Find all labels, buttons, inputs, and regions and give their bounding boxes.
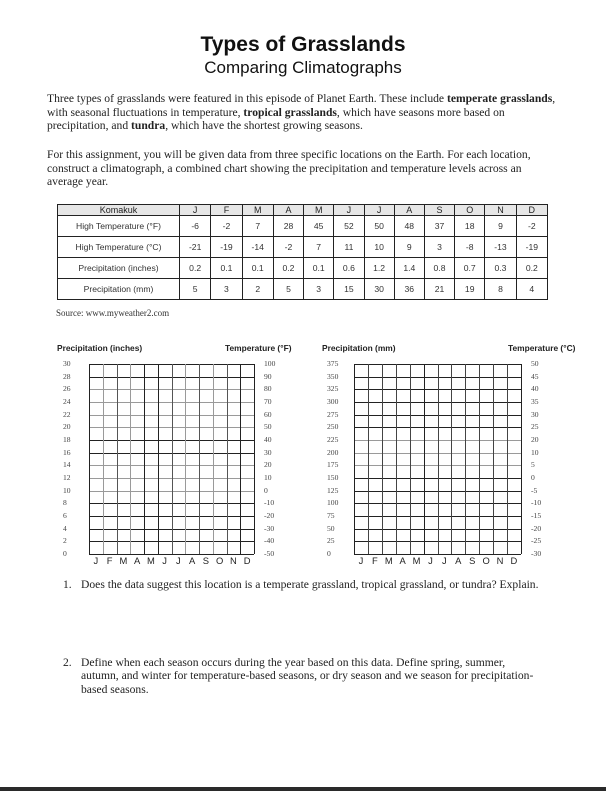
right-axis-tick: -5 xyxy=(531,485,538,495)
left-axis-tick: 0 xyxy=(63,549,67,558)
left-axis-tick: 28 xyxy=(63,371,71,381)
month-label: S xyxy=(202,555,209,566)
left-axis-tick: 20 xyxy=(63,422,71,432)
row-label: High Temperature (°F) xyxy=(58,216,180,237)
chart1-right-axis-label: Temperature (°F) xyxy=(225,343,292,353)
right-axis-tick: 20 xyxy=(531,435,539,444)
right-axis-tick: 100 xyxy=(264,359,276,368)
left-axis-tick: 25 xyxy=(327,536,335,546)
table-cell: -19 xyxy=(211,237,242,258)
right-axis-tick: -20 xyxy=(531,523,542,533)
chart1-left-axis-label: Precipitation (inches) xyxy=(57,343,143,353)
grid-line-vertical xyxy=(354,364,355,554)
right-axis-tick: 35 xyxy=(531,397,539,406)
right-axis-tick: 40 xyxy=(531,384,539,394)
grid-line-vertical xyxy=(213,364,214,554)
month-label: M xyxy=(146,555,155,566)
left-axis-tick: 250 xyxy=(327,422,339,432)
left-axis-tick: 14 xyxy=(63,460,71,470)
chart-grid[interactable] xyxy=(354,364,521,554)
month-label: M xyxy=(384,555,393,566)
table-row xyxy=(58,258,548,279)
month-label: D xyxy=(243,555,251,566)
table-cell: -13 xyxy=(485,237,516,258)
right-axis-tick: -15 xyxy=(531,511,542,520)
grid-line-vertical xyxy=(479,364,480,554)
left-axis-tick: 225 xyxy=(327,435,339,444)
intro-text: , which have the shortest growing seasons. xyxy=(165,119,363,132)
climate-data-table xyxy=(57,204,548,300)
grid-line-vertical xyxy=(507,364,508,554)
left-axis-tick: 8 xyxy=(63,498,67,508)
row-label: Precipitation (mm) xyxy=(58,279,180,300)
right-axis-tick: 30 xyxy=(531,409,539,419)
table-cell: -2 xyxy=(516,216,547,237)
table-cell: 3 xyxy=(304,279,334,300)
grid-line-vertical xyxy=(185,364,186,554)
chart-grid[interactable] xyxy=(89,364,254,554)
right-axis-tick: 80 xyxy=(264,384,272,394)
left-axis-tick: 350 xyxy=(327,371,339,381)
table-cell: 1.2 xyxy=(364,258,394,279)
row-label: High Temperature (°C) xyxy=(58,237,180,258)
question-2 xyxy=(63,656,543,697)
left-axis-tick: 12 xyxy=(63,473,71,482)
right-axis-tick: 70 xyxy=(264,397,272,406)
left-axis-tick: 375 xyxy=(327,359,339,368)
month-header: A xyxy=(394,205,424,216)
page-title: Types of Grasslands xyxy=(200,33,406,56)
table-cell: 48 xyxy=(394,216,424,237)
month-label: N xyxy=(496,555,504,566)
grid-line-vertical xyxy=(199,364,200,554)
table-cell: 5 xyxy=(180,279,211,300)
right-axis-tick: 10 xyxy=(531,447,539,457)
question-1 xyxy=(63,578,543,592)
left-axis-tick: 150 xyxy=(327,473,339,482)
right-axis-tick: -25 xyxy=(531,536,542,546)
page-subtitle: Comparing Climatographs xyxy=(204,58,402,77)
month-label: J xyxy=(162,555,167,566)
right-axis-tick: 50 xyxy=(531,359,539,368)
location-header: Komakuk xyxy=(58,205,180,216)
table-cell: 9 xyxy=(394,237,424,258)
month-label: O xyxy=(482,555,490,566)
table-cell: 18 xyxy=(455,216,485,237)
table-cell: 11 xyxy=(334,237,364,258)
month-label: A xyxy=(133,555,141,566)
left-axis-tick: 100 xyxy=(327,498,339,508)
table-cell: 2 xyxy=(242,279,273,300)
bottom-border xyxy=(0,787,606,791)
table-cell: 0.1 xyxy=(242,258,273,279)
grid-line-vertical xyxy=(465,364,466,554)
right-axis-tick: 45 xyxy=(531,371,539,381)
x-axis-month-labels xyxy=(354,555,521,566)
left-axis-tick: 6 xyxy=(63,511,67,520)
table-cell: -2 xyxy=(211,216,242,237)
month-label: A xyxy=(188,555,196,566)
right-axis-tick: 20 xyxy=(264,460,272,470)
table-cell: 7 xyxy=(242,216,273,237)
table-cell: 15 xyxy=(334,279,364,300)
left-axis-tick: 18 xyxy=(63,435,71,444)
grid-line-vertical xyxy=(521,364,522,554)
intro-text: , which have seasons more based on precipitation, and xyxy=(47,105,505,132)
table-cell: 3 xyxy=(424,237,454,258)
table-cell: 0.3 xyxy=(485,258,516,279)
right-axis-tick: 0 xyxy=(531,473,535,482)
left-axis-tick: 50 xyxy=(327,523,335,533)
table-cell: 0.6 xyxy=(334,258,364,279)
month-header: S xyxy=(424,205,454,216)
intro-paragraph-1 xyxy=(47,92,557,133)
grid-line-vertical xyxy=(158,364,159,554)
grid-line-vertical xyxy=(117,364,118,554)
month-header: O xyxy=(455,205,485,216)
left-axis-tick: 175 xyxy=(327,460,339,470)
table-cell: 0.8 xyxy=(424,258,454,279)
month-label: D xyxy=(510,555,518,566)
x-axis-month-labels xyxy=(89,555,254,566)
table-cell: 8 xyxy=(485,279,516,300)
table-cell: -8 xyxy=(455,237,485,258)
grid-line-vertical xyxy=(396,364,397,554)
month-label: J xyxy=(442,555,447,566)
table-header-row xyxy=(58,205,548,216)
month-label: M xyxy=(119,555,128,566)
left-axis-tick: 4 xyxy=(63,523,67,533)
month-header: M xyxy=(242,205,273,216)
table-cell: 21 xyxy=(424,279,454,300)
table-cell: 45 xyxy=(304,216,334,237)
month-header: J xyxy=(364,205,394,216)
row-label: Precipitation (inches) xyxy=(58,258,180,279)
term-tundra: tundra xyxy=(131,119,166,132)
month-label: M xyxy=(412,555,421,566)
table-cell: 28 xyxy=(273,216,303,237)
right-axis-tick: 5 xyxy=(531,460,535,470)
month-label: F xyxy=(371,555,378,566)
intro-text: Three types of grasslands were featured in this episode of Planet Earth. These include xyxy=(47,92,447,105)
table-cell: 4 xyxy=(516,279,547,300)
right-axis-tick: 0 xyxy=(264,485,268,495)
left-axis-tick: 275 xyxy=(327,409,339,419)
chart2-left-axis-label: Precipitation (mm) xyxy=(322,343,396,353)
table-cell: -19 xyxy=(516,237,547,258)
grid-line-vertical xyxy=(424,364,425,554)
left-axis-tick: 200 xyxy=(327,447,339,457)
chart2-right-axis-label: Temperature (°C) xyxy=(508,343,576,353)
left-axis-tick: 325 xyxy=(327,384,339,394)
right-axis-tick: 90 xyxy=(264,371,272,381)
month-header: J xyxy=(180,205,211,216)
table-cell: 3 xyxy=(211,279,242,300)
month-label: A xyxy=(399,555,406,566)
month-label: J xyxy=(93,555,99,566)
table-cell: -21 xyxy=(180,237,211,258)
question-number: 2. xyxy=(63,655,72,669)
table-cell: 52 xyxy=(334,216,364,237)
table-cell: 5 xyxy=(273,279,303,300)
month-label: O xyxy=(215,555,224,566)
left-axis-tick: 0 xyxy=(327,549,331,558)
right-axis-tick: 10 xyxy=(264,473,272,482)
intro-text: , with seasonal fluctuations in temperature, xyxy=(47,92,556,119)
question-text: Does the data suggest this location is a temperate grassland, tropical grassland, or tundra? Explain. xyxy=(81,578,539,591)
left-axis-tick: 300 xyxy=(327,397,339,406)
table-cell: -2 xyxy=(273,237,303,258)
term-tropical-grasslands: tropical grasslands xyxy=(243,105,337,119)
table-cell: 30 xyxy=(364,279,394,300)
grid-line-vertical xyxy=(144,364,145,554)
grid-line-vertical xyxy=(240,364,241,554)
grid-line-vertical xyxy=(451,364,452,554)
table-cell: 0.2 xyxy=(273,258,303,279)
grid-line-vertical xyxy=(227,364,228,554)
table-cell: 10 xyxy=(364,237,394,258)
question-text: Define when each season occurs during the year based on this data. Define spring, summer, autumn, and winter for temperature-based seasons, or dry season and we season for precipitation-based seasons. xyxy=(81,655,534,696)
grid-line-vertical xyxy=(382,364,383,554)
question-list xyxy=(63,578,543,696)
table-cell: 37 xyxy=(424,216,454,237)
table-cell: 1.4 xyxy=(394,258,424,279)
month-label: J xyxy=(428,555,433,566)
data-source: Source: www.myweather2.com xyxy=(56,308,170,318)
month-label: S xyxy=(469,555,476,566)
table-row xyxy=(58,279,548,300)
right-axis-tick: -10 xyxy=(264,498,275,508)
left-axis-tick: 30 xyxy=(63,359,71,368)
right-axis-tick: -10 xyxy=(531,498,542,508)
left-axis-tick: 22 xyxy=(63,409,71,419)
left-axis-tick: 16 xyxy=(63,447,71,457)
month-header: J xyxy=(334,205,364,216)
grid-line-vertical xyxy=(172,364,173,554)
table-cell: 50 xyxy=(364,216,394,237)
grid-line-vertical xyxy=(493,364,494,554)
table-cell: 0.1 xyxy=(211,258,242,279)
right-axis-tick: 30 xyxy=(264,447,272,457)
left-axis-tick: 125 xyxy=(327,485,339,495)
month-header: M xyxy=(304,205,334,216)
table-cell: -14 xyxy=(242,237,273,258)
month-label: F xyxy=(106,555,113,566)
table-row xyxy=(58,216,548,237)
month-header: A xyxy=(273,205,303,216)
table-cell: 0.1 xyxy=(304,258,334,279)
table-cell: 7 xyxy=(304,237,334,258)
table-cell: 0.2 xyxy=(180,258,211,279)
intro-paragraph-2: For this assignment, you will be given data from three specific locations on the Earth. For each location, construct a climatograph, a combined chart showing the precipitation and temperature levels across an average year. xyxy=(47,148,531,188)
question-number: 1. xyxy=(63,578,72,591)
grid-line-vertical xyxy=(438,364,439,554)
grid-line-vertical xyxy=(254,364,255,554)
month-header: F xyxy=(211,205,242,216)
table-cell: 9 xyxy=(485,216,516,237)
right-axis-tick: -30 xyxy=(264,523,275,533)
right-axis-tick: 40 xyxy=(264,435,272,444)
table-cell: 19 xyxy=(455,279,485,300)
table-cell: -6 xyxy=(180,216,211,237)
month-label: J xyxy=(176,555,181,566)
left-axis-tick: 75 xyxy=(327,511,335,520)
grid-line-vertical xyxy=(89,364,90,554)
month-header: D xyxy=(516,205,547,216)
table-cell: 0.7 xyxy=(455,258,485,279)
term-temperate-grasslands: temperate grasslands xyxy=(446,92,553,105)
month-label: A xyxy=(455,555,462,566)
right-axis-tick: 25 xyxy=(531,422,539,432)
left-axis-tick: 2 xyxy=(63,536,67,546)
right-axis-tick: 60 xyxy=(264,409,272,419)
grid-line-vertical xyxy=(410,364,411,554)
grid-line-vertical xyxy=(130,364,131,554)
right-axis-tick: -20 xyxy=(264,511,275,520)
right-axis-tick: -30 xyxy=(531,549,542,558)
right-axis-tick: -40 xyxy=(264,536,275,546)
left-axis-tick: 24 xyxy=(63,397,71,406)
right-axis-tick: 50 xyxy=(264,422,272,432)
table-row xyxy=(58,237,548,258)
table-cell: 0.2 xyxy=(516,258,547,279)
right-axis-tick: -50 xyxy=(264,549,275,558)
left-axis-tick: 26 xyxy=(63,384,71,394)
left-axis-tick: 10 xyxy=(63,485,71,495)
month-label: J xyxy=(358,555,364,566)
table-cell: 36 xyxy=(394,279,424,300)
month-label: N xyxy=(229,555,237,566)
month-header: N xyxy=(485,205,516,216)
grid-line-vertical xyxy=(368,364,369,554)
grid-line-vertical xyxy=(103,364,104,554)
